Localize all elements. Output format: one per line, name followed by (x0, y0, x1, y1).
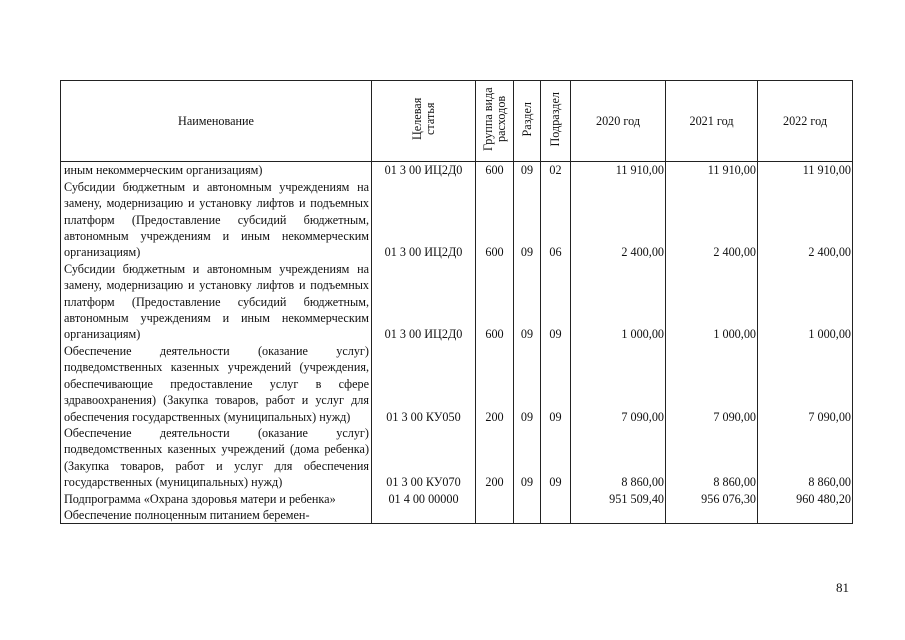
cell-article: 01 3 00 КУ050 (372, 343, 476, 425)
cell-y2022 (758, 507, 853, 524)
cell-y2022: 8 860,00 (758, 425, 853, 491)
cell-y2021: 7 090,00 (666, 343, 758, 425)
table-row (61, 491, 853, 507)
budget-table (60, 80, 853, 524)
header-2021: 2021 год (666, 81, 758, 162)
table-row (61, 179, 853, 261)
table-row (61, 425, 853, 491)
cell-subsection: 09 (541, 343, 571, 425)
header-article: Целевая статья (372, 81, 476, 162)
cell-y2020: 2 400,00 (571, 179, 666, 261)
cell-group: 600 (476, 179, 514, 261)
header-expense-group: Группа вида расходов (476, 81, 514, 162)
cell-article: 01 3 00 ИЦ2Д0 (372, 261, 476, 343)
page-number: 81 (836, 580, 849, 595)
cell-section: 09 (514, 425, 541, 491)
cell-name: иным некоммерческим организациям) (61, 162, 372, 179)
cell-article: 01 3 00 ИЦ2Д0 (372, 162, 476, 179)
header-section: Раздел (514, 81, 541, 162)
cell-y2021 (666, 507, 758, 524)
cell-y2021: 11 910,00 (666, 162, 758, 179)
cell-subsection (541, 491, 571, 507)
cell-group: 200 (476, 425, 514, 491)
cell-y2020: 8 860,00 (571, 425, 666, 491)
cell-name: Обеспечение полноценным питанием беремен- (61, 507, 372, 524)
cell-name: Субсидии бюджетным и автономным учреждениям на замену, модернизацию и установку лифтов и подъемных платформ (Предоставление субсидий бюджетным, автономным учреждениям и иным некоммерческим организациям) (61, 261, 372, 343)
header-2020: 2020 год (571, 81, 666, 162)
cell-section: 09 (514, 343, 541, 425)
cell-y2020: 11 910,00 (571, 162, 666, 179)
cell-y2022: 1 000,00 (758, 261, 853, 343)
cell-subsection: 06 (541, 179, 571, 261)
cell-article: 01 3 00 КУ070 (372, 425, 476, 491)
cell-name: Обеспечение деятельности (оказание услуг) подведомственных казенных учреждений (учреждения, обеспечивающие предоставление услуг в сфере здравоохранения) (Закупка товаров, работ и услуг для обеспечения государственных (муниципальных) нужд) (61, 343, 372, 425)
cell-section: 09 (514, 261, 541, 343)
cell-section: 09 (514, 179, 541, 261)
cell-y2022: 960 480,20 (758, 491, 853, 507)
cell-subsection: 09 (541, 425, 571, 491)
cell-y2022: 11 910,00 (758, 162, 853, 179)
header-name: Наименование (61, 81, 372, 162)
cell-y2020: 1 000,00 (571, 261, 666, 343)
cell-y2020 (571, 507, 666, 524)
cell-article (372, 507, 476, 524)
cell-y2021: 2 400,00 (666, 179, 758, 261)
table-header-row (61, 81, 853, 162)
header-subsection: Подраздел (541, 81, 571, 162)
table-row (61, 162, 853, 179)
cell-group (476, 491, 514, 507)
cell-name: Обеспечение деятельности (оказание услуг) подведомственных казенных учреждений (дома ребенка) (Закупка товаров, работ и услуг для обеспечения государственных (муниципальных) нужд) (61, 425, 372, 491)
cell-y2022: 2 400,00 (758, 179, 853, 261)
cell-subsection (541, 507, 571, 524)
cell-y2021: 8 860,00 (666, 425, 758, 491)
cell-y2020: 951 509,40 (571, 491, 666, 507)
cell-group: 600 (476, 162, 514, 179)
cell-section (514, 491, 541, 507)
table-body (61, 162, 853, 524)
cell-subsection: 02 (541, 162, 571, 179)
cell-y2021: 1 000,00 (666, 261, 758, 343)
table-row (61, 343, 853, 425)
header-2022: 2022 год (758, 81, 853, 162)
cell-group: 200 (476, 343, 514, 425)
cell-y2021: 956 076,30 (666, 491, 758, 507)
cell-article: 01 3 00 ИЦ2Д0 (372, 179, 476, 261)
cell-article: 01 4 00 00000 (372, 491, 476, 507)
cell-subsection: 09 (541, 261, 571, 343)
cell-y2020: 7 090,00 (571, 343, 666, 425)
cell-group: 600 (476, 261, 514, 343)
cell-name: Подпрограмма «Охрана здоровья матери и ребенка» (61, 491, 372, 507)
cell-section (514, 507, 541, 524)
cell-section: 09 (514, 162, 541, 179)
cell-name: Субсидии бюджетным и автономным учреждениям на замену, модернизацию и установку лифтов и подъемных платформ (Предоставление субсидий бюджетным, автономным учреждениям и иным некоммерческим организациям) (61, 179, 372, 261)
cell-group (476, 507, 514, 524)
table-row (61, 261, 853, 343)
cell-y2022: 7 090,00 (758, 343, 853, 425)
table-row (61, 507, 853, 524)
